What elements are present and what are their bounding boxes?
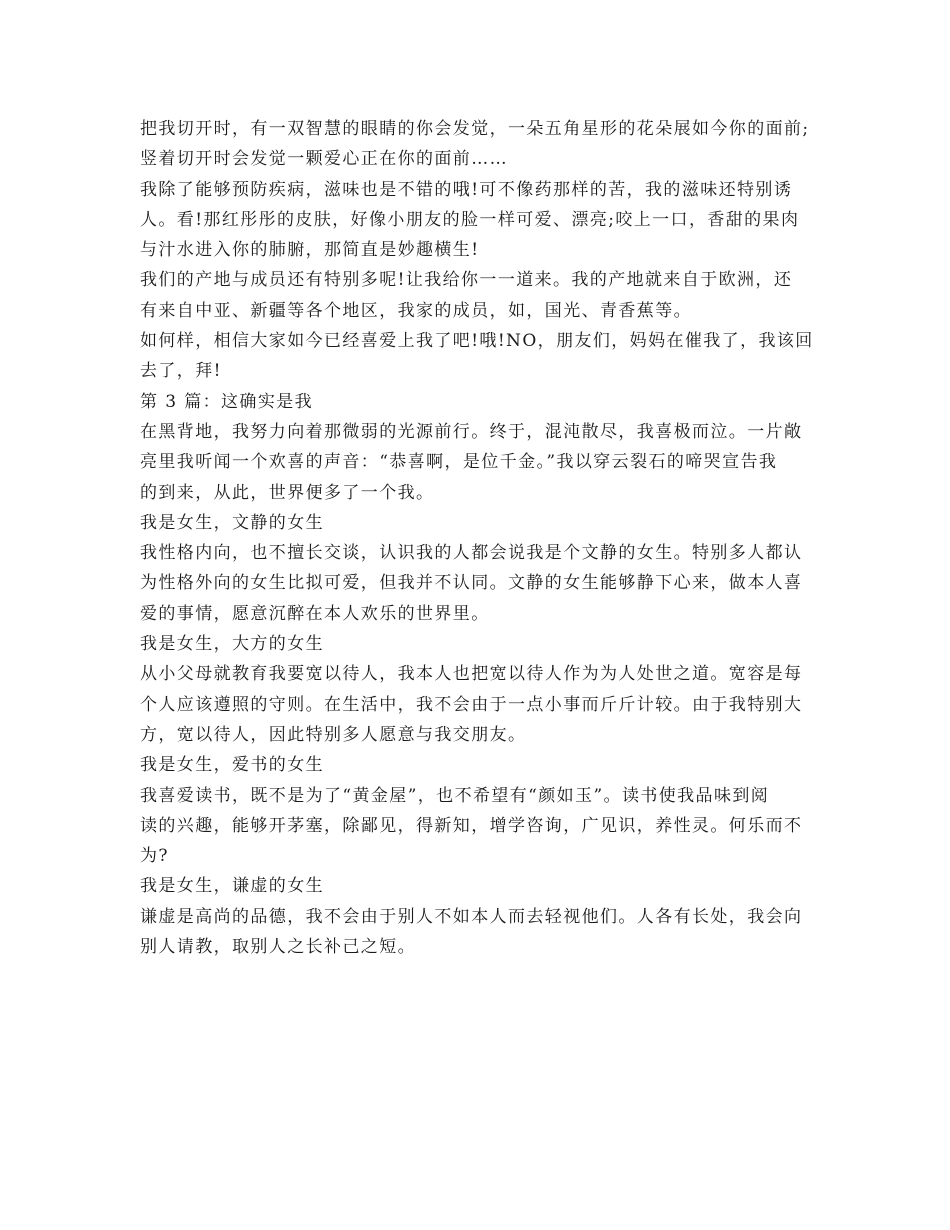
text-line: 我性格内向，也不擅长交谈，认识我的人都会说我是个文静的女生。特别多人都认 bbox=[140, 543, 803, 564]
text-line: 为? bbox=[140, 846, 169, 867]
document-body bbox=[140, 114, 830, 962]
subheading: 我是女生，爱书的女生 bbox=[140, 755, 324, 776]
text-line: 把我切开时，有一双智慧的眼睛的你会发觉，一朵五角星形的花朵展如今你的面前; bbox=[140, 119, 810, 139]
text-line: 有来自中亚、新疆等各个地区，我家的成员，如，国光、青香蕉等。 bbox=[140, 300, 692, 321]
text-line: 谦虚是高尚的品德，我不会由于别人不如本人而去轻视他们。人各有长处，我会向 bbox=[140, 906, 803, 927]
subheading: 我是女生，谦虚的女生 bbox=[140, 876, 324, 897]
text-line: 的到来，从此，世界便多了一个我。 bbox=[140, 482, 435, 503]
text-line: 方，宽以待人，因此特别多人愿意与我交朋友。 bbox=[140, 724, 527, 745]
text-line: 读的兴趣，能够开茅塞，除鄙见，得新知，增学咨询，广见识，养性灵。何乐而不 bbox=[140, 815, 803, 836]
subheading: 我是女生，文静的女生 bbox=[140, 512, 324, 533]
text-line: 爱的事情，愿意沉醉在本人欢乐的世界里。 bbox=[140, 603, 490, 624]
text-line: 为性格外向的女生比拟可爱，但我并不认同。文静的女生能够静下心来，做本人喜 bbox=[140, 573, 803, 594]
text-line: 别人请教，取别人之长补己之短。 bbox=[140, 937, 416, 958]
text-line: 个人应该遵照的守则。在生活中，我不会由于一点小事而斤斤计较。由于我特别大 bbox=[140, 694, 803, 715]
text-line: 我除了能够预防疾病，滋味也是不错的哦!可不像药那样的苦，我的滋味还特别诱 bbox=[140, 179, 793, 200]
text-line: 竖着切开时会发觉一颗爱心正在你的面前…… bbox=[140, 149, 508, 170]
section-heading: 第 3 篇：这确实是我 bbox=[140, 391, 314, 412]
text-line: 在黑背地，我努力向着那微弱的光源前行。终于，混沌散尽，我喜极而泣。一片敞 bbox=[140, 421, 803, 442]
text-line: 从小父母就教育我要宽以待人，我本人也把宽以待人作为为人处世之道。宽容是每 bbox=[140, 664, 803, 685]
text-line: 亮里我听闻一个欢喜的声音：“恭喜啊，是位千金。”我以穿云裂石的啼哭宣告我 bbox=[140, 452, 778, 473]
text-line: 人。看!那红彤彤的皮肤，好像小朋友的脸一样可爱、漂亮;咬上一口，香甜的果肉 bbox=[140, 209, 800, 230]
subheading: 我是女生，大方的女生 bbox=[140, 634, 324, 655]
text-line: 我喜爱读书，既不是为了“黄金屋”，也不希望有“颜如玉”。读书使我品味到阅 bbox=[140, 785, 770, 806]
text-line: 我们的产地与成员还有特别多呢!让我给你一一道来。我的产地就来自于欧洲，还 bbox=[140, 270, 793, 291]
text-line: 去了，拜! bbox=[140, 361, 222, 382]
text-line: 与汁水进入你的肺腑，那简直是妙趣横生! bbox=[140, 240, 480, 261]
text-line: 如何样，相信大家如今已经喜爱上我了吧!哦!NO，朋友们，妈妈在催我了，我该回 bbox=[140, 331, 814, 352]
